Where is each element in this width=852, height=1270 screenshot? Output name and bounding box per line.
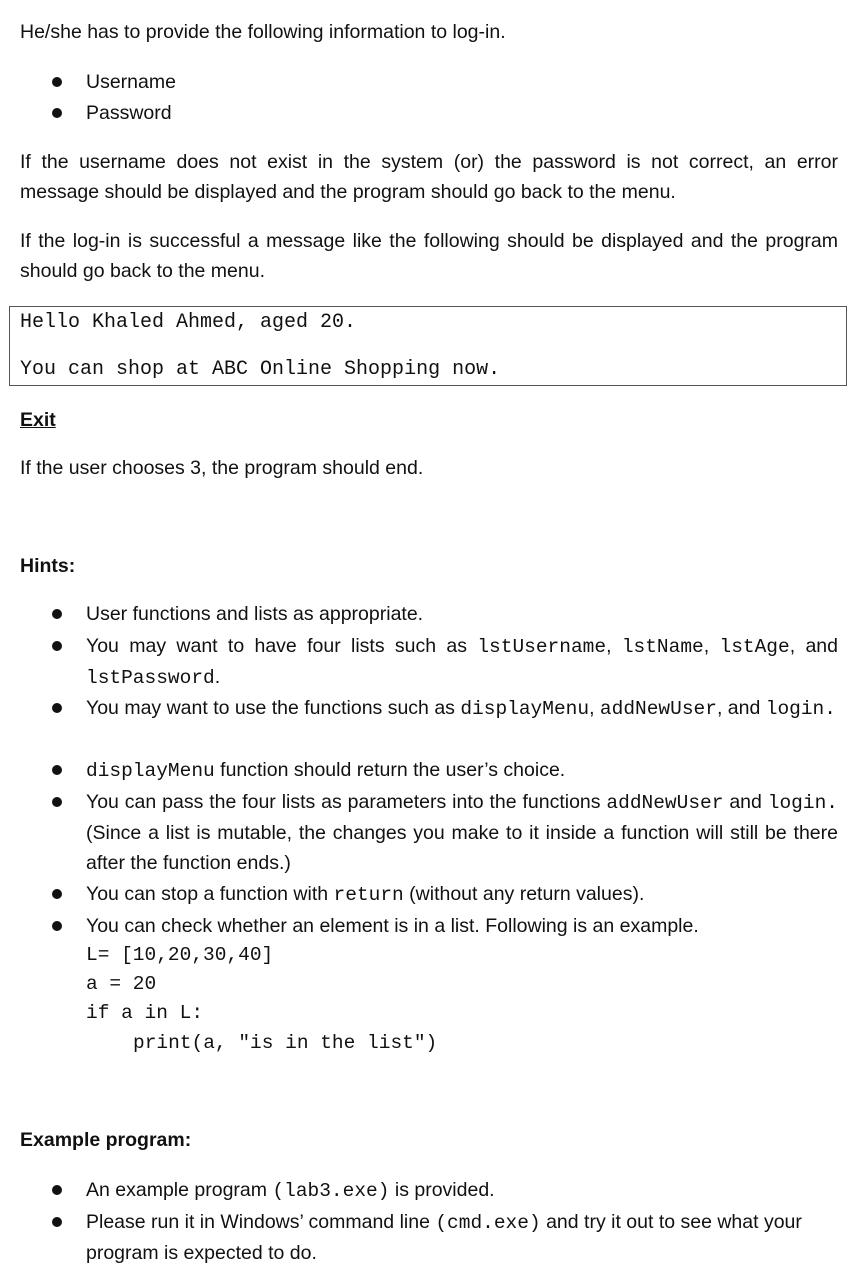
bullet-icon (52, 1185, 62, 1195)
code-line-2: a = 20 (86, 973, 157, 995)
hint-7: You can check whether an element is in a list. Following is an example. (86, 915, 699, 937)
bullet-icon (52, 889, 62, 899)
login-field-password: Password (86, 102, 172, 124)
bullet-icon (52, 641, 62, 651)
bullet-icon (52, 921, 62, 931)
bullet-icon (52, 1217, 62, 1227)
output-line-2: You can shop at ABC Online Shopping now. (20, 358, 501, 381)
hint-4: displayMenu function should return the user’s choice. (86, 759, 566, 782)
bullet-icon (52, 108, 62, 118)
example-heading: Example program: (20, 1129, 192, 1151)
hint-5: You can pass the four lists as parameters into the functions addNewUser and login. (Since a list is mutable, the changes you make to it inside a function will still be there after the function ends.) (86, 791, 838, 874)
error-paragraph: If the username does not exist in the system (or) the password is not correct, an error message should be displayed and the program should go back to the menu. (20, 151, 838, 203)
hint-1: User functions and lists as appropriate. (86, 603, 424, 625)
bullet-icon (52, 703, 62, 713)
intro-text: He/she has to provide the following information to log-in. (20, 21, 506, 43)
hint-2: You may want to have four lists such as lstUsername, lstName, lstAge, and lstPassword. (86, 635, 838, 689)
code-line-4: print(a, "is in the list") (133, 1032, 438, 1054)
output-line-1: Hello Khaled Ahmed, aged 20. (20, 311, 357, 334)
output-example-box (9, 306, 847, 386)
login-field-username: Username (86, 71, 176, 93)
code-line-3: if a in L: (86, 1002, 204, 1024)
hint-6: You can stop a function with return (without any return values). (86, 883, 645, 906)
hints-heading: Hints: (20, 555, 76, 577)
hint-3: You may want to use the functions such as displayMenu, addNewUser, and login. (86, 697, 836, 720)
exit-text: If the user chooses 3, the program should end. (20, 457, 424, 479)
code-line-1: L= [10,20,30,40] (86, 944, 274, 966)
bullet-icon (52, 765, 62, 775)
bullet-icon (52, 77, 62, 87)
success-paragraph: If the log-in is successful a message like the following should be displayed and the program should go back to the menu. (20, 230, 838, 282)
exit-heading: Exit (20, 409, 56, 431)
bullet-icon (52, 609, 62, 619)
example-1: An example program (lab3.exe) is provided. (86, 1179, 495, 1202)
bullet-icon (52, 797, 62, 807)
example-2: Please run it in Windows’ command line (cmd.exe) and try it out to see what your program is expected to do. (86, 1211, 802, 1264)
